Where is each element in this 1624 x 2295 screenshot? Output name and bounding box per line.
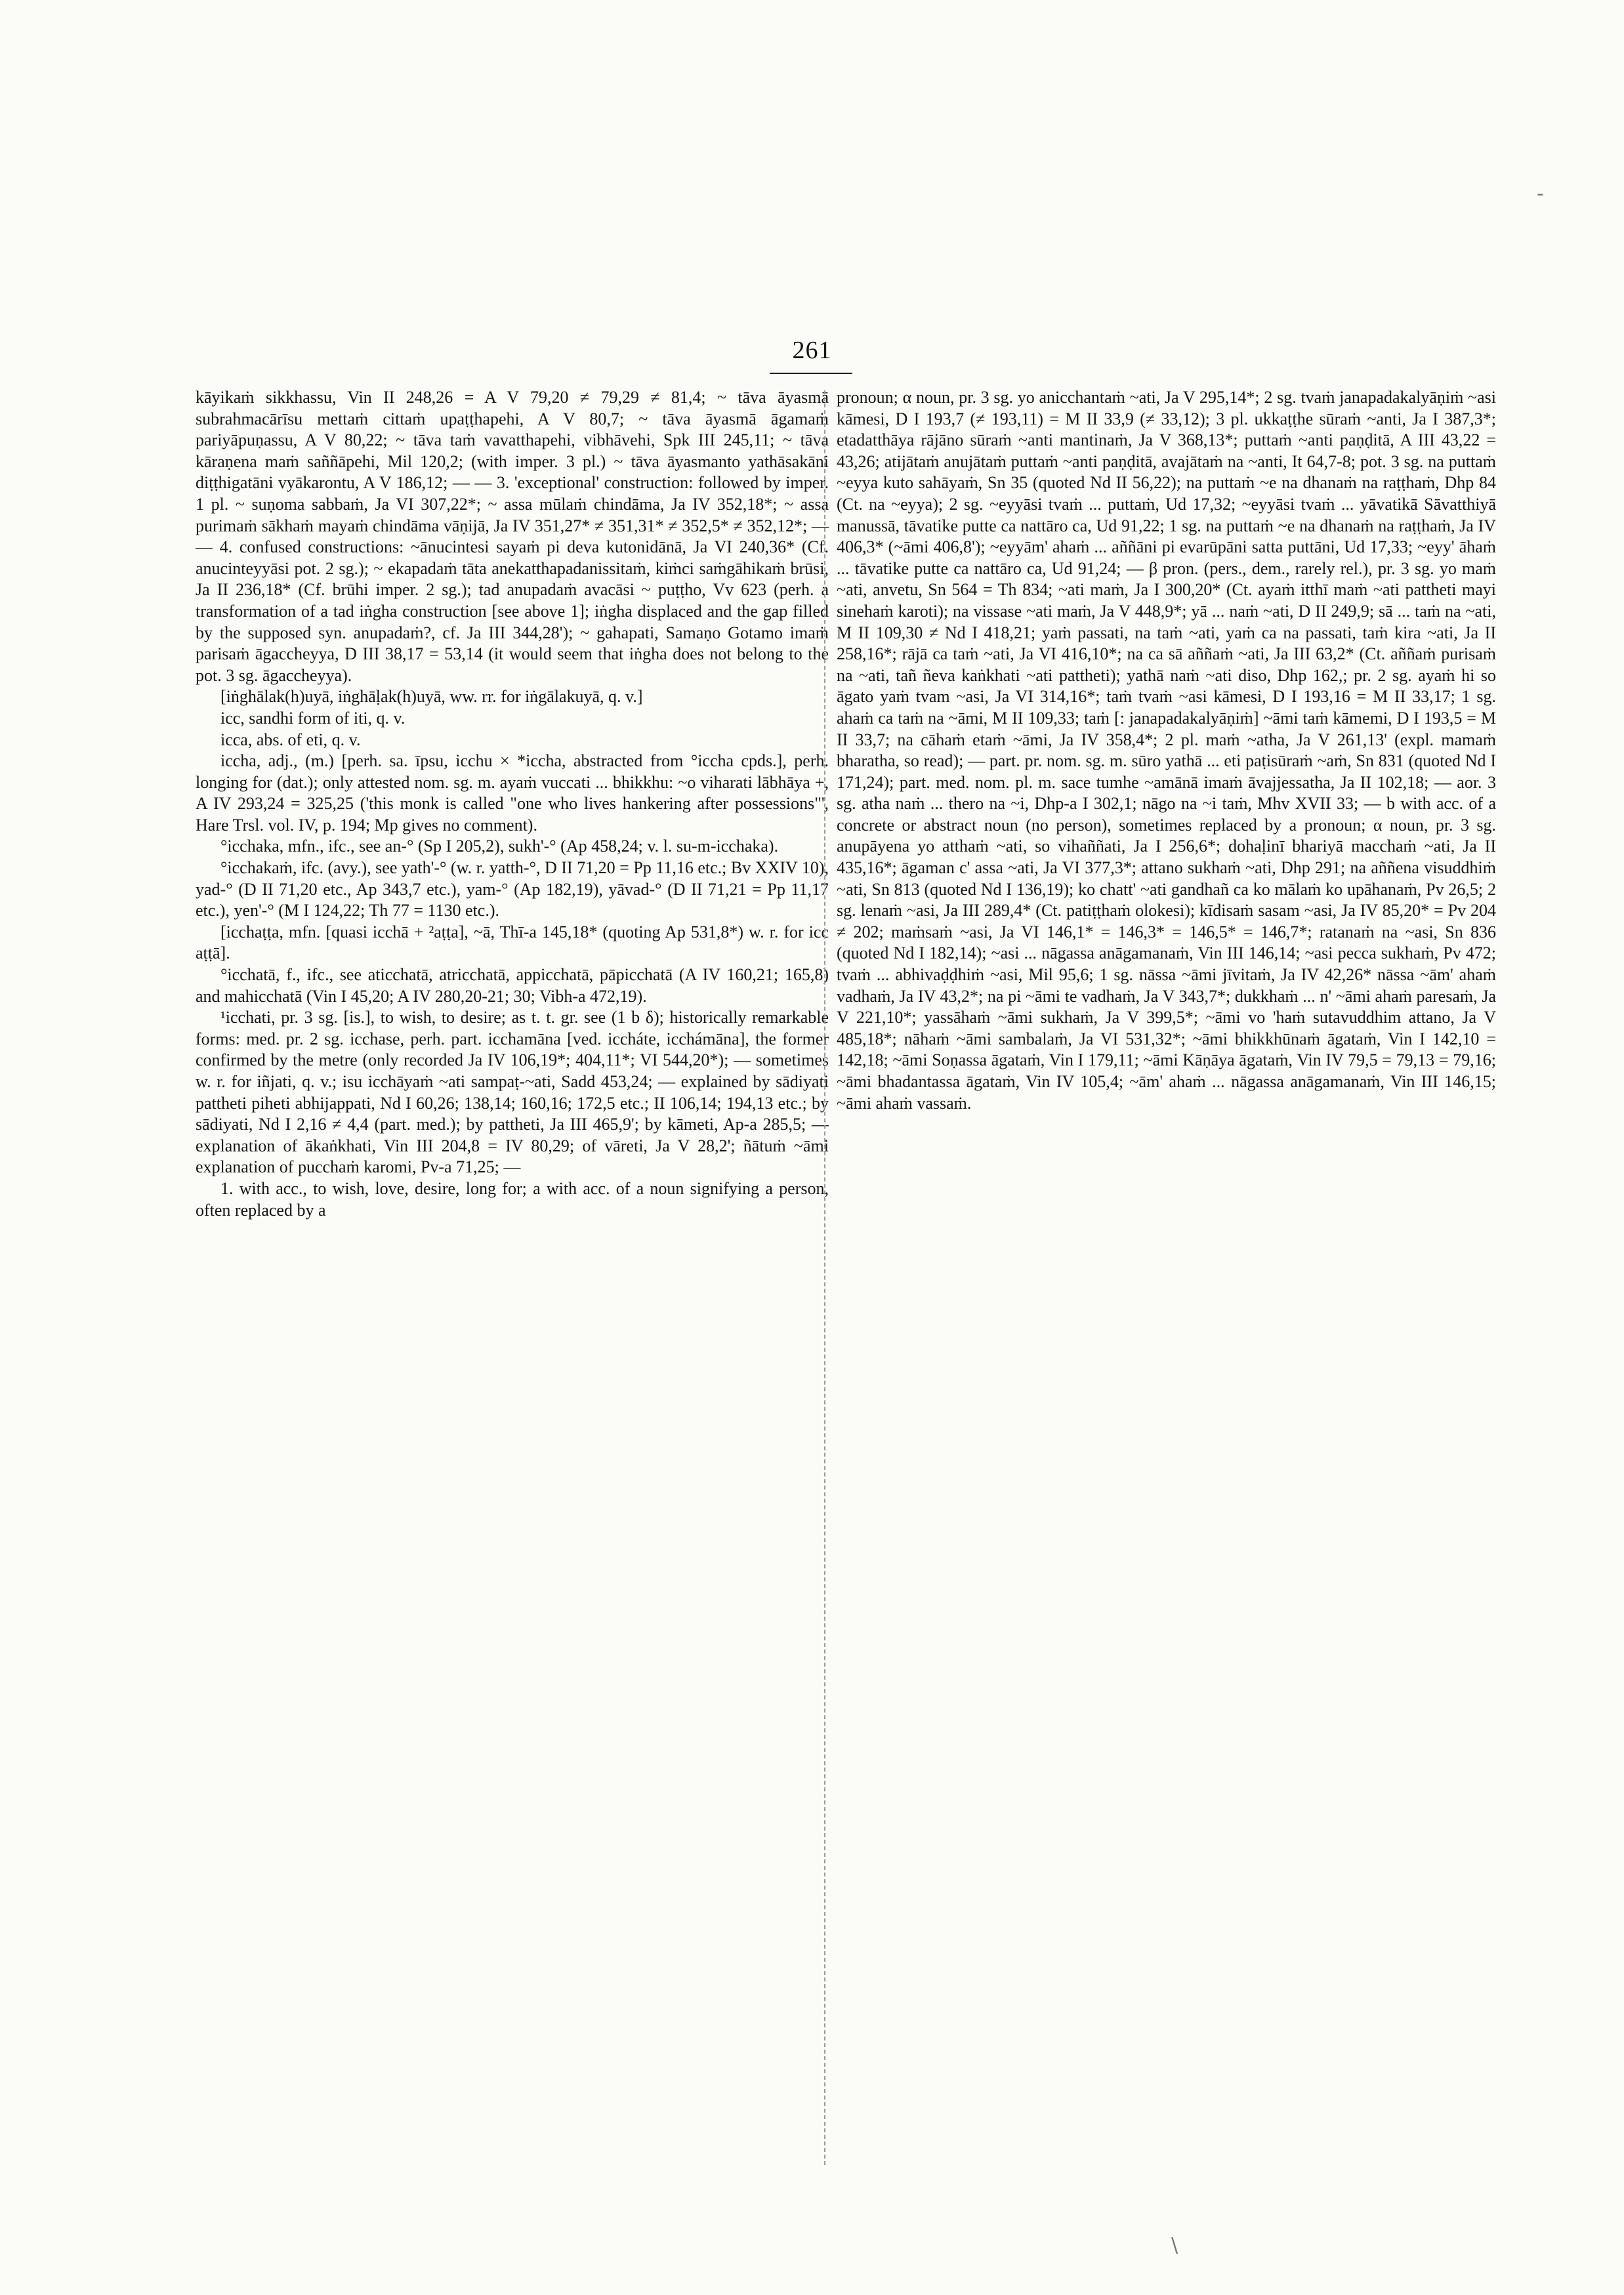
page-number-rule [770,373,852,374]
entry-icchati-sense-1: 1. with acc., to wish, love, desire, long for; a with acc. of a noun signifying a person, often replaced by a [196,1178,829,1220]
entry-inghalakuya: [iṅghālak(h)uyā, iṅghāḷak(h)uyā, ww. rr. for iṅgālakuyā, q. v.] [220,687,643,707]
entry-icca: icca, abs. of eti, q. v. [220,730,361,749]
entry-ingha-continuation: kāyikaṁ sikkhassu, Vin II 248,26 = A V 79,20 ≠ 79,29 ≠ 81,4; ~ tāva āyasmā subrahmacārīsu mettaṁ cittaṁ upaṭṭhapehi, A V 80,7; ~ tāva āyasmā āgamaṁ pariyāpuṇassu, A V 80,22; ~ tāva taṁ vavatthapehi, vibhāvehi, Spk III 245,11; ~ tāva kāraṇena maṁ saññāpehi, Mil 120,2; (with imper. 3 pl.) ~ tāva āyasmanto yathāsakāni diṭṭhigatāni vyākarontu, A V 186,12; — — 3. 'exceptional' construction: followed by imper. 1 pl. ~ suṇoma sabbaṁ, Ja VI 307,22*; ~ assa mūlaṁ chindāma, Ja IV 352,18*; ~ assa purimaṁ sākhaṁ mayaṁ chindāma vāṇijā, Ja IV 351,27* ≠ 351,31* ≠ 352,5* ≠ 352,12*; — — 4. confused constructions: ~ānucintesi sayaṁ pi deva kutonidānā, Ja VI 240,36* (Cf. anucinteyyāsi pot. 2 sg.); ~ ekapadaṁ tāta anekatthapadanissitaṁ, kiṁci saṁgāhikaṁ brūsi, Ja II 236,18* (Cf. brūhi imper. 2 sg.); tad anupadaṁ avacāsi ~ puṭṭho, Vv 623 (perh. a transformation of a tad iṅgha construction [see above 1]; iṅgha displaced and the gap filled by the supposed syn. anupadaṁ?, cf. Ja III 344,28'); ~ gahapati, Samaṇo Gotamo imaṁ parisaṁ āgaccheyya, D III 38,17 = 53,14 (it would seem that iṅgha does not belong to the pot. 3 sg. āgaccheyya). [196,388,829,685]
column-divider [824,390,825,2165]
entry-icchakam: °icchakaṁ, ifc. (avy.), see yath'-° (w. r. yatth-°, D II 71,20 = Pp 11,16 etc.; Bv XXIV 10), yad-° (D II 71,20 etc., Ap 343,7 etc.), yam-° (Ap 182,19), yāvad-° (D II 71,21 = Pp 11,17 etc.), yen'-° (M I 124,22; Th 77 = 1130 etc.). [196,858,829,920]
entry-icchatta: [icchaṭṭa, mfn. [quasi icchā + ²aṭṭa], ~ā, Thī-a 145,18* (quoting Ap 531,8*) w. r. for icc aṭṭā]. [196,922,829,963]
entry-icchati-continuation: pronoun; α noun, pr. 3 sg. yo anicchantaṁ ~ati, Ja V 295,14*; 2 sg. tvaṁ janapadakalyāṇiṁ ~asi kāmesi, D I 193,7 (≠ 193,11) = M II 33,9 (≠ 33,12); 3 pl. ukkaṭṭhe sūraṁ ~anti, Ja I 387,3*; etadatthāya rājāno sūraṁ ~anti mantinaṁ, Ja V 368,13*; puttaṁ ~anti paṇḍitā, A III 43,22 = 43,26; atijātaṁ anujātaṁ puttaṁ ~anti paṇḍitā, avajātaṁ na ~anti, It 64,7-8; pot. 3 sg. na puttaṁ ~eyya kuto sahāyaṁ, Sn 35 (quoted Nd II 56,22); na puttaṁ ~e na dhanaṁ na raṭṭhaṁ, Dhp 84 (Ct. na ~eyya); 2 sg. ~eyyāsi tvaṁ ... puttaṁ, Ud 17,32; ~eyyāsi tvaṁ ... yāvatikā Sāvatthiyā manussā, tāvatike putte ca nattāro ca, Ud 91,22; 1 sg. na puttaṁ ~e na dhanaṁ na raṭṭhaṁ, Ja IV 406,3* (~āmi 406,8'); ~eyyām' ahaṁ ... aññāni pi evarūpāni satta puttāni, Ud 17,33; ~eyy' āhaṁ ... tāvatike putte ca nattāro ca, Ud 91,24; — β pron. (pers., dem., rarely rel.), pr. 3 sg. yo maṁ ~ati, anvetu, Sn 564 = Th 834; ~ati maṁ, Ja I 300,20* (Ct. ayaṁ itthī maṁ ~ati pattheti mayi sinehaṁ karoti); na vissase ~ati maṁ, Ja V 448,9*; yā ... naṁ ~ati, D II 249,9; sā ... taṁ na ~ati, M II 109,30 ≠ Nd I 418,21; yaṁ passati, na taṁ ~ati, yaṁ ca na passati, taṁ kira ~ati, Ja II 258,16*; rājā ca taṁ ~ati, Ja VI 416,10*; na ca sā aññaṁ ~ati, Ja III 63,2* (Ct. aññaṁ purisaṁ na ~ati, tañ ñeva kaṅkhati ~ati pattheti); yathā naṁ ~ati diso, Dhp 162,; pr. 2 sg. ayaṁ hi so āgato yaṁ tvam ~asi, Ja VI 314,16*; taṁ tvaṁ ~asi kāmesi, D I 193,16 = M II 33,17; 1 sg. ahaṁ ca taṁ na ~āmi, M II 109,33; taṁ [: janapadakalyāṇiṁ] ~āmi taṁ kāmemi, D I 193,5 = M II 33,7; na cāhaṁ etaṁ ~āmi, Ja IV 358,4*; 2 pl. maṁ ~atha, Ja V 261,13' (expl. mamaṁ bharatha, so read); — part. pr. nom. sg. m. sūro yathā ... eti paṭisūraṁ ~aṁ, Sn 831 (quoted Nd I 171,24); part. med. nom. pl. m. sace tumhe ~amānā imaṁ āvajjessatha, Ja II 102,18; — aor. 3 sg. atha naṁ ... thero na ~i, Dhp-a I 302,1; nāgo na ~i taṁ, Mhv XVII 33; — b with acc. of a concrete or abstract noun (no person), sometimes replaced by a pronoun; α noun, pr. 3 sg. anupāyena yo atthaṁ ~ati, so vihaññati, Ja I 256,6*; dohaḷinī bhariyā macchaṁ ~ati, Ja II 435,16*; āgaman c' assa ~ati, Ja VI 377,3*; attano sukhaṁ ~ati, Dhp 291; na aññena visuddhiṁ ~ati, Sn 813 (quoted Nd I 136,19); ko chatt' ~ati gandhañ ca ko mālaṁ ko upāhanaṁ, Pv 26,5; 2 sg. lenaṁ ~asi, Ja III 289,4* (Ct. patiṭṭhaṁ olokesi); kīdisaṁ sasam ~asi, Ja IV 85,20* = Pv 204 ≠ 202; maṁsaṁ ~asi, Ja VI 146,1* = 146,3* = 146,5* = 146,7*; ratanaṁ na ~asi, Sn 836 (quoted Nd I 182,14); ~asi ... nāgassa anāgamanaṁ, Vin III 146,14; ~asi pecca sukhaṁ, Pv 472; tvaṁ ... abhivaḍḍhiṁ ~asi, Mil 95,6; 1 sg. nāssa ~āmi jīvitaṁ, Ja IV 42,26* nāssa ~ām' ahaṁ vadhaṁ, Ja IV 43,2*; na pi ~āmi te vadhaṁ, Ja V 343,7*; dukkhaṁ ... n' ~āmi ahaṁ paresaṁ, Ja V 221,10*; yassāhaṁ ~āmi sukhaṁ, Ja V 399,5*; ~āmi vo 'haṁ sutavuddhim attano, Ja V 485,18*; nāhaṁ ~āmi sambalaṁ, Ja VI 531,32*; ~āmi bhikkhūnaṁ āgataṁ, Vin I 142,10 = 142,18; ~āmi Soṇassa āgataṁ, Vin I 179,11; ~āmi Kāṇāya āgataṁ, Vin IV 79,5 = 79,13 = 79,16; ~āmi bhadantassa āgataṁ, Vin IV 105,4; ~ām' ahaṁ ... nāgassa anāgamanaṁ, Vin III 146,15; ~āmi ahaṁ vassaṁ. [837,388,1496,1113]
margin-mark: - [1537,182,1544,205]
margin-mark: \ [1171,2234,1178,2257]
entry-icchata: °icchatā, f., ifc., see aticchatā, atricchatā, appicchatā, pāpicchatā (A IV 160,21; 165,8) and mahicchatā (Vin I 45,20; A IV 280,20-21; 30; Vibh-a 472,19). [196,965,829,1006]
page-number: 261 [792,337,832,364]
entry-icc: icc, sandhi form of iti, q. v. [220,708,406,728]
entry-icchati: ¹icchati, pr. 3 sg. [is.], to wish, to desire; as t. t. gr. see (1 b δ); historically remarkable forms: med. pr. 2 sg. icchase, perh. part. icchamāna [ved. iccháte, icchámāna], the former confirmed by the metre (only recorded Ja IV 106,19*; 404,11*; VI 544,20*); — sometimes w. r. for iñjati, q. v.; isu icchāyaṁ ~ati sampaṭ-~ati, Sadd 453,24; — explained by sādiyati pattheti piheti abhijappati, Nd I 60,26; 138,14; 160,16; 172,5 etc.; II 106,14; 194,13 etc.; by sādiyati, Nd I 2,16 ≠ 4,4 (part. med.); by pattheti, Ja III 465,9'; by kāmeti, Ap-a 285,5; — explanation of ākaṅkhati, Vin III 204,8 = IV 80,29; of vāreti, Ja V 28,2'; ñātuṁ ~āmi explanation of pucchaṁ karomi, Pv-a 71,25; — [196,1008,829,1177]
right-column [837,387,1496,1114]
entry-iccha: iccha, adj., (m.) [perh. sa. īpsu, icchu × *iccha, abstracted from °iccha cpds.], perh. longing for (dat.); only attested nom. sg. m. ayaṁ vuccati ... bhikkhu: ~o viharati lābhāya +, A IV 293,24 = 325,25 ('this monk is called "one who lives hankering after possessions"', Hare Trsl. vol. IV, p. 194; Mp gives no comment). [196,751,829,835]
left-column [196,387,829,1221]
entry-icchaka: °icchaka, mfn., ifc., see an-° (Sp I 205,2), sukh'-° (Ap 458,24; v. l. su-m-icchaka). [220,837,779,856]
